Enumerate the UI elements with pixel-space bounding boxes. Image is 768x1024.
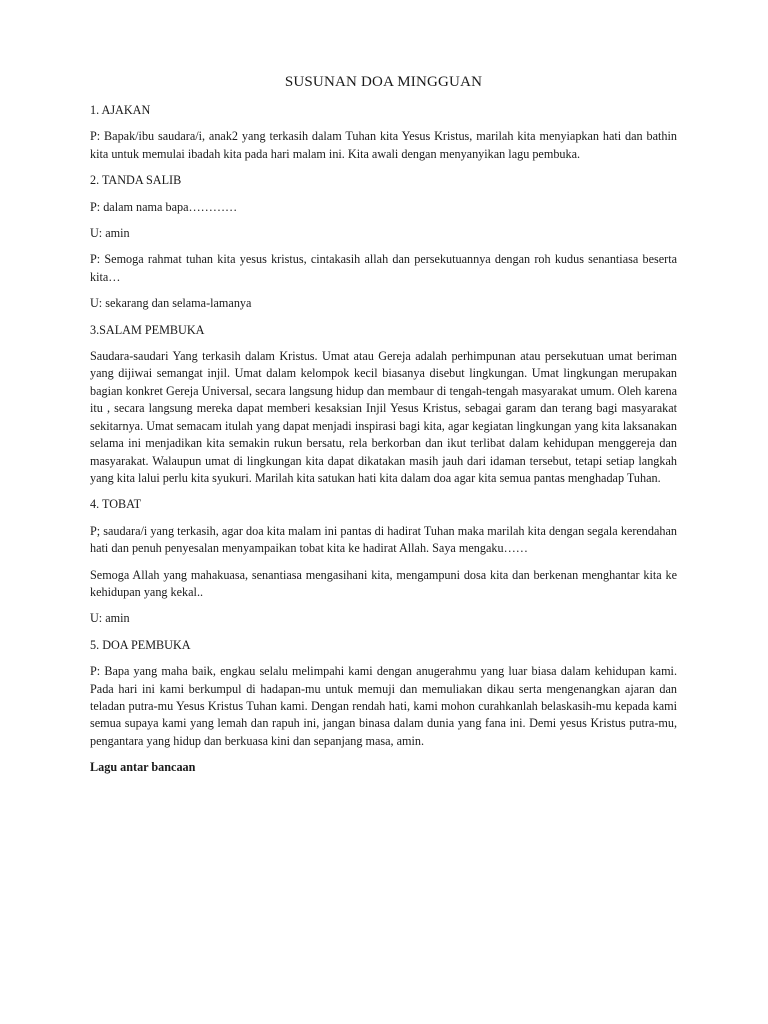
section-heading-ajakan: 1. AJAKAN [90,103,151,117]
paragraph: P: Bapa yang maha baik, engkau selalu melimpahi kami dengan anugerahmu yang luar biasa dalam kehidupan kami. Pada hari ini kami berkumpul di hadapan-mu untuk memuji dan memuliakan dikau serta mengenangkan ajaran dan teladan putra-mu Yesus Kristus Tuhan kami. Dengan rendah hati, kami mohon curahkanlah belaskasih-mu kepada kami semua supaya kami yang lemah dan rapuh ini, jangan binasa dalam dunia yang fana ini. Demi yesus Kristus putra-mu, pengantara yang hidup dan berkuasa kini dan sepanjang masa, amin. [90,664,677,748]
paragraph: P: Semoga rahmat tuhan kita yesus kristus, cintakasih allah dan persekutuannya dengan roh kudus senantiasa beserta kita… [90,252,677,284]
section-heading-doa-pembuka: 5. DOA PEMBUKA [90,637,191,652]
paragraph: U: amin [90,611,130,626]
paragraph: P: Bapak/ibu saudara/i, anak2 yang terkasih dalam Tuhan kita Yesus Kristus, marilah kita menyiapkan hati dan bathin kita untuk memulai ibadah kita pada hari malam ini. Kita awali dengan menyanyikan lagu pembuka. [90,129,677,161]
paragraph: Saudara-saudari Yang terkasih dalam Kristus. Umat atau Gereja adalah perhimpunan atau persekutuan umat beriman yang dijiwai semangat injil. Umat dalam kelompok kecil biasanya disebut lingkungan. Umat lingkungan merupakan bagian konkret Gereja Universal, secara langsung hidup dan membaur di tengah-tengah masyarakat umum. Oleh karena itu , secara langsung mereka dapat memberi kesaksian Injil Yesus Kristus, sebagai garam dan terang bagi masyarakat sekitarnya. Umat semacam itulah yang dapat menjadi inspirasi bagi kita, agar kegiatan lingkungan yang kita laksanakan selama ini menjadikan kita semakin rukun bersatu, rela berkorban dan ikut terlibat dalam kehidupan menggereja dan masyarakat. Walaupun umat di lingkungan kita dapat dikatakan masih jauh dari idaman tersebut, tetapi setiap langkah yang kita lalui perlu kita syukuri. Marilah kita satukan hati kita dalam doa agar kita semua pantas menghadap Tuhan. [90,349,677,485]
section-heading-tobat: 4. TOBAT [90,497,142,512]
paragraph: Semoga Allah yang mahakuasa, senantiasa mengasihani kita, mengampuni dosa kita dan berkenan menghantar kita ke kehidupan yang kekal.. [90,567,677,599]
paragraph: U: sekarang dan selama-lamanya [90,296,252,311]
closing-label: Lagu antar bancaan [90,760,196,775]
paragraph: P; saudara/i yang terkasih, agar doa kita malam ini pantas di hadirat Tuhan maka marilah kita dengan segala kerendahan hati dan penuh penyesalan menyampaikan tobat kita ke hadirat Allah. Saya mengaku…… [90,523,677,556]
section-heading-tanda-salib: 2. TANDA SALIB [90,173,182,188]
section-heading-salam-pembuka: 3.SALAM PEMBUKA [90,322,205,337]
page-title: SUSUNAN DOA MINGGUAN [284,74,483,90]
document-page [90,72,677,786]
paragraph: P: dalam nama bapa………… [90,199,238,214]
paragraph: U: amin [90,226,130,241]
